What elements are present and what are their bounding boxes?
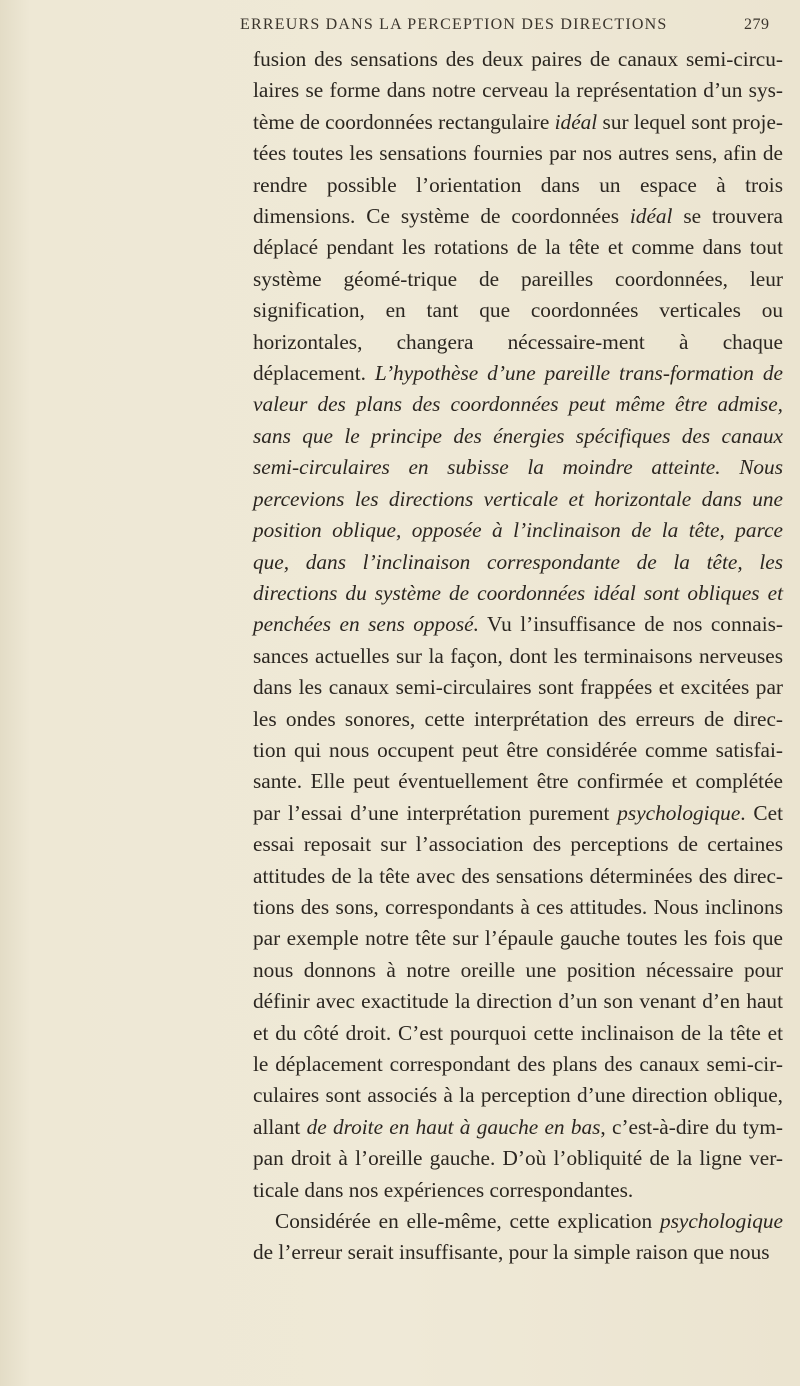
text-run: . Cet essai reposait sur l’association des perceptions de certaines attitudes de la tête avec des sensations déterminées des direc-tions des sons, correspondants à ces attitudes. Nous inclinons par exemple notre tête sur l’épaule gauche toutes les fois que nous donnons à notre oreille une position nécessaire pour définir avec exactitude la direction d’un son venant d’en haut et du côté droit. C’est pourquoi cette inclinaison de la tête et le déplacement correspondant des plans des canaux semi-cir-culaires sont associés à la perception d’une direction oblique, allant bbox=[253, 800, 783, 1139]
page-number: 279 bbox=[744, 16, 770, 33]
italic-text-run: psychologique bbox=[617, 800, 741, 825]
italic-text-run: de droite en haut à gauche en bas bbox=[306, 1114, 601, 1139]
text-run: Considérée en elle-même, cette explication bbox=[275, 1209, 660, 1234]
text-run: fusion des sensations des deux paires de canaux semi-circu-laires se forme dans notre cerveau la représentation d’un sys-tème de coordonnées rectangulaire bbox=[253, 47, 783, 134]
paragraph bbox=[253, 44, 783, 1206]
text-run: de l’erreur serait insuffisante, pour la simple raison que nous bbox=[253, 1240, 770, 1265]
italic-text-run: L’hypothèse d’une pareille trans-formation de valeur des plans des coordonnées peut même être admise, sans que le principe des énergies spécifiques des canaux semi-circulaires en subisse la moindre atteinte. Nous percevions les directions verticale et horizontale dans une position oblique, opposée à l’inclinaison de la tête, parce que, dans l’inclinaison correspondante de la tête, les directions du système de coordonnées idéal sont obliques et penchées en sens opposé. bbox=[253, 361, 783, 637]
italic-text-run: psychologique bbox=[659, 1209, 783, 1234]
text-run: , c’est-à-dire du tym-pan droit à l’oreille gauche. D’où l’obliquité de la ligne ver-ticale dans nos expériences correspondantes. bbox=[253, 1114, 784, 1202]
italic-text-run: idéal bbox=[554, 109, 598, 134]
paragraph bbox=[253, 1206, 783, 1269]
text-run: Vu l’insuffisance de nos connais-sances actuelles sur la façon, dont les terminaisons nerveuses dans les canaux semi-circulaires sont frappées et excitées par les ondes sonores, cette interprétation des erreurs de direc-tion qui nous occupent peut être considérée comme satisfai-sante. Elle peut éventuellement être confirmée et complétée par l’essai d’une interprétation purement bbox=[253, 612, 783, 825]
running-header bbox=[240, 16, 800, 34]
italic-text-run: idéal bbox=[629, 204, 673, 229]
body-text bbox=[253, 44, 783, 1269]
text-run: se trouvera déplacé pendant les rotations de la tête et comme dans tout système géomé-trique de pareilles coordonnées, leur signification, en tant que coordonnées verticales ou horizontales, changera nécessaire-ment à chaque déplacement. bbox=[253, 204, 783, 386]
running-title: ERREURS DANS LA PERCEPTION DES DIRECTIONS bbox=[240, 16, 668, 33]
text-run: sur lequel sont proje-tées toutes les sensations fournies par nos autres sens, afin de rendre possible l’orientation dans un espace à trois dimensions. Ce système de coordonnées bbox=[253, 109, 783, 229]
